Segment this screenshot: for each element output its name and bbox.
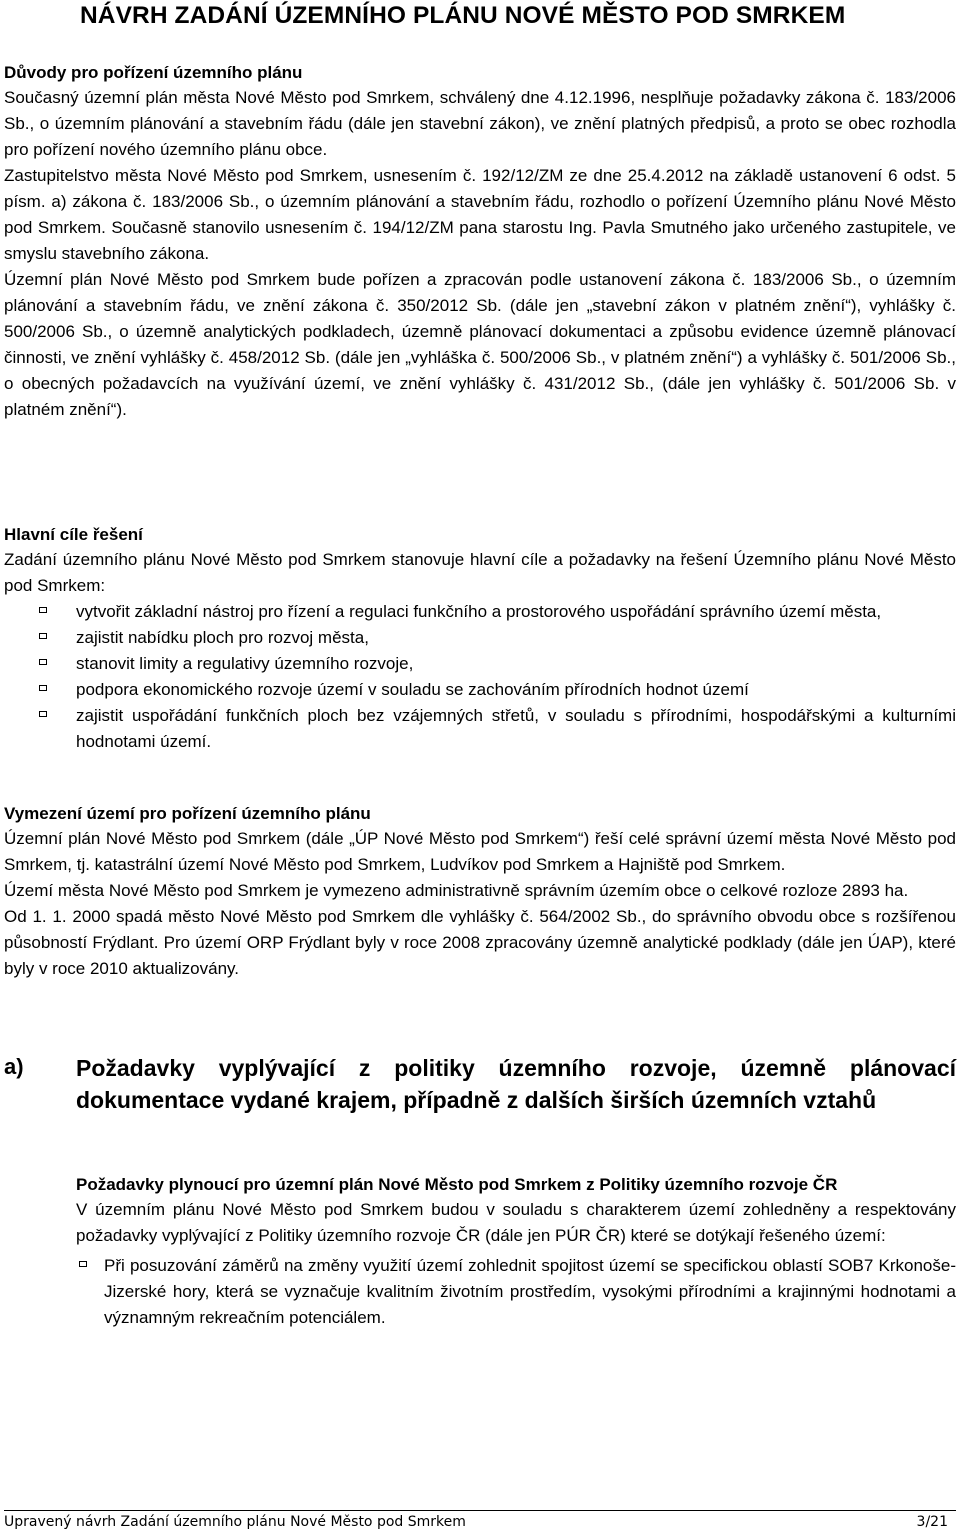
paragraph: Území města Nové Město pod Smrkem je vymezeno administrativně správním územím obce o celkové rozloze 2893 ha. — [4, 881, 909, 900]
section-main-goals — [4, 522, 956, 755]
paragraph: V územním plánu Nové Město pod Smrkem budou v souladu s charakterem území zohledněny a respektovány požadavky vyplývající z Politiky územního rozvoje ČR (dále jen PÚR ČR) které se dotýkají řešeného území: — [76, 1200, 956, 1245]
section-heading: Důvody pro pořízení územního plánu — [4, 63, 303, 82]
subsection-heading: Požadavky plynoucí pro územní plán Nové Město pod Smrkem z Politiky územního rozvoje ČR — [76, 1175, 838, 1194]
list-item: vytvořit základní nástroj pro řízení a regulaci funkčního a prostorového uspořádání správního území města, — [4, 599, 956, 625]
square-bullet-icon — [39, 659, 47, 665]
square-bullet-icon — [39, 685, 47, 691]
goals-list — [4, 599, 956, 755]
paragraph: Současný územní plán města Nové Město pod Smrkem, schválený dne 4.12.1996, nesplňuje požadavky zákona č. 183/2006 Sb., o územním plánování a stavebním řádu (dále jen stavební zákon), ve znění platných předpisů, a proto se obec rozhodla pro pořízení nového územního plánu obce. — [4, 88, 956, 159]
paragraph: Územní plán Nové Město pod Smrkem bude pořízen a zpracován podle ustanovení zákona č. 183/2006 Sb., o územním plánování a stavebním řádu, ve znění zákona č. 350/2012 Sb. (dále jen „stavební zákon v platném znění“), vyhlášky č. 500/2006 Sb., o územně analytických podkladech, územně plánovací dokumentaci a způsobu evidence územně plánovací činnosti, ve znění vyhlášky č. 458/2012 Sb. (dále jen „vyhláška č. 500/2006 Sb., v platném znění“) a vyhlášky č. 501/2006 Sb., o obecných požadavcích na využívání území, ve znění vyhlášky č. 431/2012 Sb., (dále jen vyhlášky č. 501/2006 Sb. v platném znění“). — [4, 270, 956, 419]
paragraph: Zadání územního plánu Nové Město pod Smrkem stanovuje hlavní cíle a požadavky na řešení Územního plánu Nové Město pod Smrkem: — [4, 550, 956, 595]
section-territory — [4, 801, 956, 982]
footer-page-number: 3/21 — [916, 1514, 948, 1530]
subsection-pur — [76, 1172, 956, 1331]
section-heading: Vymezení území pro pořízení územního plánu — [4, 804, 371, 823]
section-reasons — [4, 60, 956, 423]
requirements-list — [76, 1253, 956, 1331]
square-bullet-icon — [39, 607, 47, 613]
paragraph: Zastupitelstvo města Nové Město pod Smrkem, usnesením č. 192/12/ZM ze dne 25.4.2012 na základě ustanovení 6 odst. 5 písm. a) zákona č. 183/2006 Sb., o územním plánování a stavebním řádu, rozhodlo o pořízení Územního plánu Nové Město pod Smrkem. Současně stanovilo usnesením č. 194/12/ZM pana starostu Ing. Pavla Smutného jako určeného zastupitele, ve smyslu stavebního zákona. — [4, 166, 956, 263]
section-a — [4, 1052, 956, 1116]
list-item: podpora ekonomického rozvoje území v souladu se zachováním přírodních hodnot území — [4, 677, 956, 703]
page-title: NÁVRH ZADÁNÍ ÚZEMNÍHO PLÁNU NOVÉ MĚSTO POD SMRKEM — [80, 2, 846, 29]
paragraph: Od 1. 1. 2000 spadá město Nové Město pod Smrkem dle vyhlášky č. 564/2002 Sb., do správního obvodu obce s rozšířenou působností Frýdlant. Pro území ORP Frýdlant byly v roce 2008 zpracovány územně analytické podklady (dále jen ÚAP), které byly v roce 2010 aktualizovány. — [4, 907, 956, 978]
paragraph: Územní plán Nové Město pod Smrkem (dále „ÚP Nové Město pod Smrkem“) řeší celé správní území města Nové Město pod Smrkem, tj. katastrální území Nové Město pod Smrkem, Ludvíkov pod Smrkem a Hajniště pod Smrkem. — [4, 829, 956, 874]
list-item: zajistit nabídku ploch pro rozvoj města, — [4, 625, 956, 651]
section-heading: Hlavní cíle řešení — [4, 525, 143, 544]
square-bullet-icon — [79, 1261, 87, 1267]
page-footer — [4, 1510, 956, 1534]
list-item: zajistit uspořádání funkčních ploch bez vzájemných střetů, v souladu s přírodními, hospodářskými a kulturními hodnotami území. — [4, 703, 956, 755]
list-item: stanovit limity a regulativy územního rozvoje, — [4, 651, 956, 677]
square-bullet-icon — [39, 711, 47, 717]
list-item: Při posuzování záměrů na změny využití území zohlednit spojitost území se specifickou oblastí SOB7 Krkonoše- Jizerské hory, která se vyznačuje kvalitním životním prostředím, vysokými přírodními a krajinnými hodnotami a významným rekreačním potenciálem. — [76, 1253, 956, 1331]
section-a-heading: Požadavky vyplývající z politiky územního rozvoje, územně plánovací dokumentace vydané krajem, případně z dalších širších územních vztahů — [76, 1055, 956, 1113]
footer-document-title: Upravený návrh Zadání územního plánu Nové Město pod Smrkem — [4, 1514, 466, 1530]
square-bullet-icon — [39, 633, 47, 639]
section-letter: a) — [4, 1054, 24, 1079]
